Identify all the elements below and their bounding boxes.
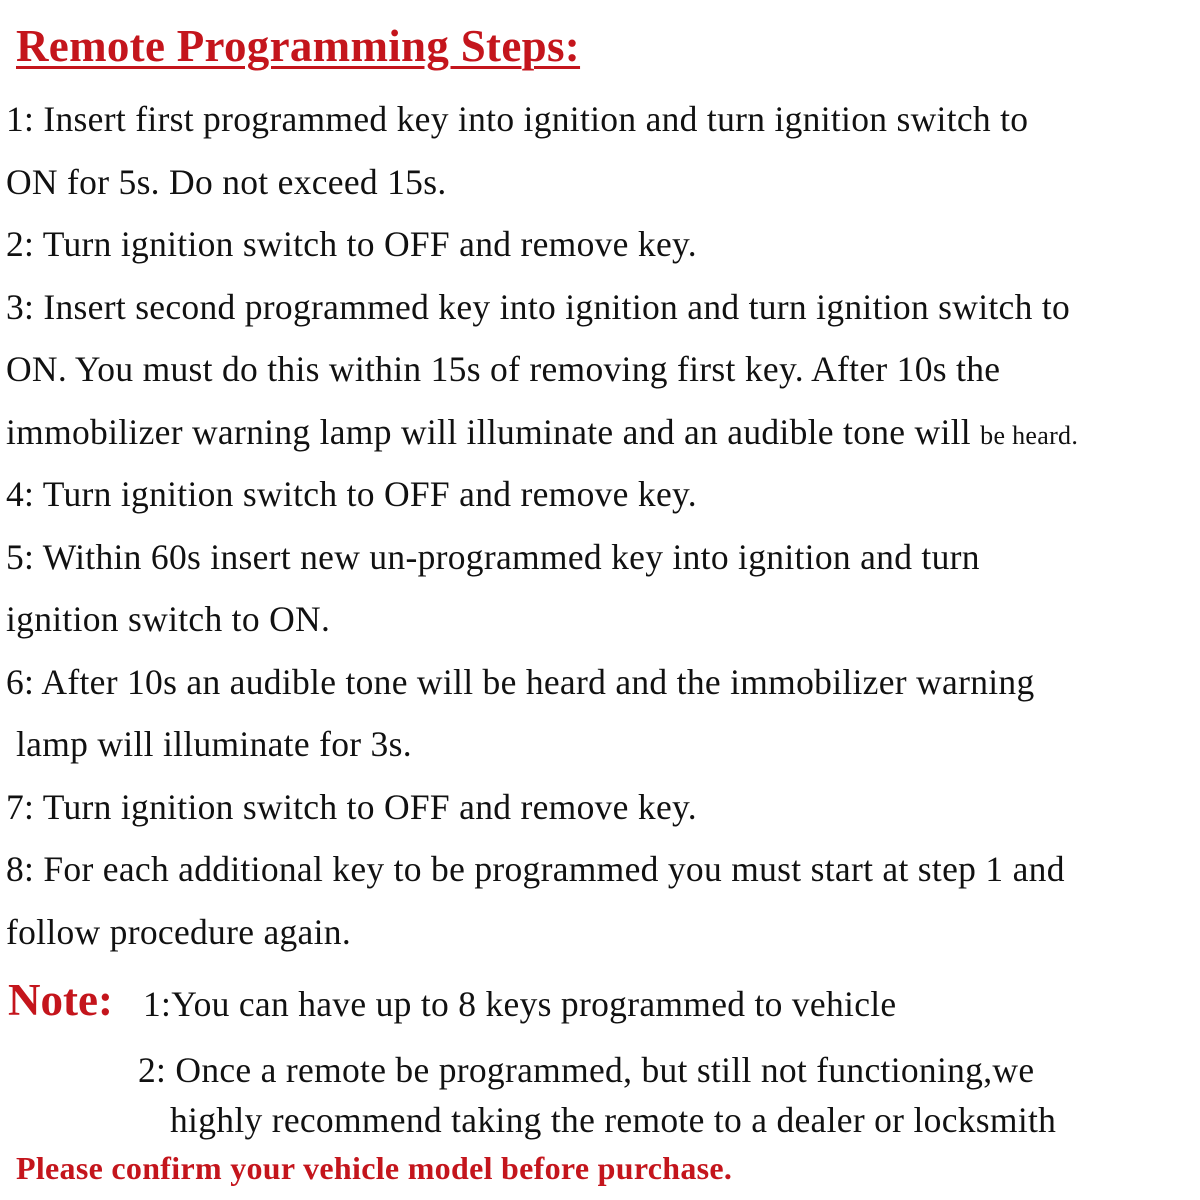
step-3-line-3-main: immobilizer warning lamp will illuminate and an audible tone will bbox=[6, 411, 971, 452]
step-2-line-1: 2: Turn ignition switch to OFF and remove key. bbox=[6, 224, 697, 264]
step-1-line-1: 1: Insert first programmed key into ignition and turn ignition switch to bbox=[6, 99, 1029, 139]
note-label: Note: bbox=[8, 975, 113, 1025]
step-8-line-2: follow procedure again. bbox=[6, 911, 351, 952]
purchase-notice: Please confirm your vehicle model before purchase. bbox=[16, 1150, 733, 1186]
steps-list bbox=[6, 93, 1198, 968]
step-8-line-1: 8: For each additional key to be programmed you must start at step 1 and bbox=[6, 849, 1065, 889]
step-3-line-3-tail: be heard. bbox=[980, 420, 1079, 450]
step-5-line-2: ignition switch to ON. bbox=[6, 599, 331, 639]
step-4-line-1: 4: Turn ignition switch to OFF and remove key. bbox=[6, 474, 697, 514]
note-item-2-line-1: 2: Once a remote be programmed, but still not functioning,we bbox=[138, 1050, 1035, 1090]
step-1-line-2: ON for 5s. Do not exceed 15s. bbox=[6, 161, 447, 202]
step-3-line-3 bbox=[6, 406, 1198, 469]
step-7-line-1: 7: Turn ignition switch to OFF and remove key. bbox=[6, 786, 697, 827]
step-6-line-2: lamp will illuminate for 3s. bbox=[16, 724, 412, 764]
step-3-line-1: 3: Insert second programmed key into ignition and turn ignition switch to bbox=[6, 286, 1071, 327]
step-3-line-2: ON. You must do this within 15s of removing first key. After 10s the bbox=[6, 349, 1001, 389]
note-item-1: 1:You can have up to 8 keys programmed to vehicle bbox=[143, 984, 897, 1024]
page-title: Remote Programming Steps: bbox=[16, 21, 581, 71]
step-5-line-1: 5: Within 60s insert new un-programmed key into ignition and turn bbox=[6, 536, 980, 577]
step-6-line-1: 6: After 10s an audible tone will be heard and the immobilizer warning bbox=[6, 661, 1035, 702]
note-item-2-line-2: highly recommend taking the remote to a dealer or locksmith bbox=[170, 1100, 1057, 1140]
